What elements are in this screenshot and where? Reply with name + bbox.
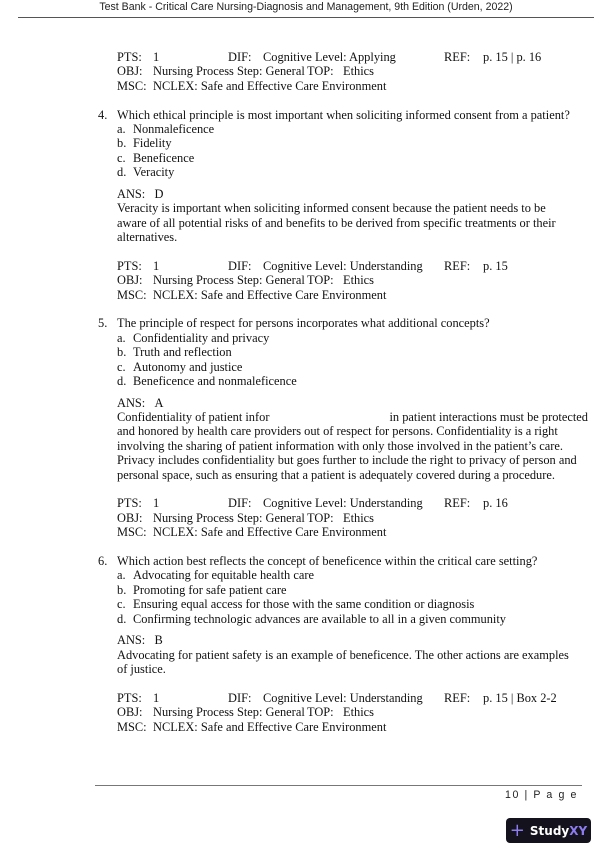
obj-value: Nursing Process Step: General bbox=[153, 273, 305, 288]
rationale-line: involving the sharing of patient information with only those involved in the patient’s care. bbox=[117, 438, 563, 453]
metadata-row-msc bbox=[117, 79, 588, 93]
answer-option bbox=[117, 165, 588, 179]
answer-option bbox=[117, 612, 588, 626]
question-item bbox=[98, 108, 588, 302]
question-text: Which action best reflects the concept of beneficence within the critical care setting? bbox=[117, 553, 538, 568]
answer-key bbox=[117, 396, 588, 410]
metadata-row-pts bbox=[117, 50, 588, 64]
obj-label: OBJ: bbox=[117, 273, 143, 288]
top-value: Ethics bbox=[343, 273, 374, 288]
msc-label: MSC: bbox=[117, 719, 147, 734]
ref-label: REF: bbox=[444, 496, 471, 511]
option-text: Confirming technologic advances are available to all in a given community bbox=[133, 611, 506, 626]
pts-value: 1 bbox=[153, 496, 160, 511]
option-letter: c. bbox=[117, 359, 126, 374]
metadata-row-obj bbox=[117, 705, 588, 719]
metadata-row-pts bbox=[117, 496, 588, 510]
ref-value: p. 15 | Box 2-2 bbox=[483, 690, 557, 705]
question-item bbox=[98, 316, 588, 539]
dif-label: DIF: bbox=[228, 496, 252, 511]
question-stem bbox=[98, 554, 588, 568]
rationale-line: aware of all potential risks of and benefits to be derived from specific treatments or their bbox=[117, 215, 556, 230]
question-number: 4. bbox=[98, 107, 108, 122]
answer-option bbox=[117, 374, 588, 388]
top-value: Ethics bbox=[343, 64, 374, 79]
dif-value: Cognitive Level: Understanding bbox=[263, 496, 423, 511]
answer-option bbox=[117, 345, 588, 359]
question-stem bbox=[98, 316, 588, 330]
msc-value: NCLEX: Safe and Effective Care Environment bbox=[153, 525, 387, 540]
answer-option bbox=[117, 360, 588, 374]
obj-label: OBJ: bbox=[117, 510, 143, 525]
answer-option bbox=[117, 597, 588, 611]
msc-label: MSC: bbox=[117, 525, 147, 540]
answer-label: ANS: bbox=[117, 395, 146, 410]
rationale-line: Advocating for patient safety is an example of beneficence. The other actions are examples bbox=[117, 647, 569, 662]
metadata-row-obj bbox=[117, 64, 588, 78]
option-text: Ensuring equal access for those with the same condition or diagnosis bbox=[133, 597, 475, 612]
answer-value: D bbox=[154, 186, 164, 201]
option-text: Truth and reflection bbox=[133, 345, 232, 360]
pts-value: 1 bbox=[153, 258, 160, 273]
answer-option bbox=[117, 331, 588, 345]
question-number: 5. bbox=[98, 316, 108, 331]
option-text: Autonomy and justice bbox=[133, 359, 243, 374]
msc-value: NCLEX: Safe and Effective Care Environment bbox=[153, 287, 387, 302]
metadata-row-obj bbox=[117, 273, 588, 287]
question-metadata bbox=[117, 50, 588, 93]
rationale-line: and honored by health care providers out of respect for persons. Confidentiality is a right bbox=[117, 424, 558, 439]
option-letter: b. bbox=[117, 582, 127, 597]
question-metadata bbox=[117, 691, 588, 734]
obj-label: OBJ: bbox=[117, 64, 143, 79]
top-label: TOP: bbox=[307, 64, 334, 79]
metadata-row-pts bbox=[117, 259, 588, 273]
logo-text: StudyXY bbox=[529, 823, 588, 838]
msc-value: NCLEX: Safe and Effective Care Environment bbox=[153, 719, 387, 734]
option-text: Beneficence bbox=[133, 150, 195, 165]
option-text: Nonmaleficence bbox=[133, 121, 215, 136]
answer-option bbox=[117, 122, 588, 136]
pts-label: PTS: bbox=[117, 690, 142, 705]
option-letter: d. bbox=[117, 611, 127, 626]
obj-value: Nursing Process Step: General bbox=[153, 64, 305, 79]
rationale-line: of justice. bbox=[117, 662, 166, 676]
top-label: TOP: bbox=[307, 705, 334, 720]
rationale-line bbox=[117, 410, 588, 424]
answer-label: ANS: bbox=[117, 186, 146, 201]
metadata-row-msc bbox=[117, 720, 588, 734]
option-letter: c. bbox=[117, 150, 126, 165]
pts-label: PTS: bbox=[117, 50, 142, 64]
question-stem bbox=[98, 108, 588, 122]
document-header: Test Bank - Critical Care Nursing-Diagnosis and Management, 9th Edition (Urden, 2022) bbox=[99, 1, 513, 13]
top-label: TOP: bbox=[307, 273, 334, 288]
rationale-line: Veracity is important when soliciting informed consent because the patient needs to be bbox=[117, 201, 546, 216]
dif-value: Cognitive Level: Understanding bbox=[263, 258, 423, 273]
answer-option bbox=[117, 583, 588, 597]
obj-value: Nursing Process Step: General bbox=[153, 705, 305, 720]
option-text: Beneficence and nonmaleficence bbox=[133, 373, 297, 388]
option-letter: a. bbox=[117, 121, 126, 136]
rationale-text: in patient interactions must be protected bbox=[389, 409, 588, 424]
option-letter: a. bbox=[117, 330, 126, 345]
footer-divider bbox=[95, 785, 582, 786]
option-letter: d. bbox=[117, 373, 127, 388]
question-number: 6. bbox=[98, 553, 108, 568]
option-letter: d. bbox=[117, 165, 127, 180]
option-text: Confidentiality and privacy bbox=[133, 330, 270, 345]
dif-label: DIF: bbox=[228, 690, 252, 705]
header-divider bbox=[18, 17, 594, 18]
dif-value: Cognitive Level: Applying bbox=[263, 50, 396, 64]
obj-label: OBJ: bbox=[117, 705, 143, 720]
metadata-row-msc bbox=[117, 525, 588, 539]
msc-label: MSC: bbox=[117, 287, 147, 302]
answer-label: ANS: bbox=[117, 633, 146, 648]
answer-option bbox=[117, 136, 588, 150]
answer-value: A bbox=[154, 395, 164, 410]
rationale-line: Privacy includes confidentiality but goes further to include the right to privacy of person and bbox=[117, 453, 577, 468]
metadata-row-obj bbox=[117, 511, 588, 525]
ref-label: REF: bbox=[444, 690, 471, 705]
ref-label: REF: bbox=[444, 258, 471, 273]
metadata-row-pts bbox=[117, 691, 588, 705]
question-text: The principle of respect for persons incorporates what additional concepts? bbox=[117, 316, 490, 331]
pts-label: PTS: bbox=[117, 496, 142, 511]
obj-value: Nursing Process Step: General bbox=[153, 510, 305, 525]
metadata-row-msc bbox=[117, 288, 588, 302]
top-value: Ethics bbox=[343, 705, 374, 720]
top-value: Ethics bbox=[343, 510, 374, 525]
question-metadata bbox=[117, 259, 588, 302]
option-text: Promoting for safe patient care bbox=[133, 582, 287, 597]
rationale-line: alternatives. bbox=[117, 230, 178, 244]
answer-option bbox=[117, 568, 588, 582]
dif-label: DIF: bbox=[228, 50, 252, 64]
dif-label: DIF: bbox=[228, 258, 252, 273]
pts-value: 1 bbox=[153, 690, 160, 705]
rationale-line: personal space, such as ensuring that a patient is adequately covered during a procedure. bbox=[117, 467, 555, 482]
option-letter: a. bbox=[117, 568, 126, 583]
page-number: 10 | P a g e bbox=[504, 789, 578, 801]
question-metadata bbox=[117, 496, 588, 539]
option-text: Veracity bbox=[133, 165, 175, 180]
msc-value: NCLEX: Safe and Effective Care Environment bbox=[153, 78, 387, 93]
pts-value: 1 bbox=[153, 50, 160, 64]
answer-key bbox=[117, 187, 588, 201]
ref-value: p. 15 | p. 16 bbox=[483, 50, 542, 64]
dif-value: Cognitive Level: Understanding bbox=[263, 690, 423, 705]
document-body bbox=[98, 50, 588, 734]
question-item bbox=[98, 554, 588, 734]
ref-value: p. 16 bbox=[483, 496, 508, 511]
answer-value: B bbox=[154, 633, 163, 648]
answer-key bbox=[117, 633, 588, 647]
option-text: Advocating for equitable health care bbox=[133, 568, 314, 583]
pts-label: PTS: bbox=[117, 258, 142, 273]
answer-option bbox=[117, 151, 588, 165]
option-letter: b. bbox=[117, 136, 127, 151]
top-label: TOP: bbox=[307, 510, 334, 525]
msc-label: MSC: bbox=[117, 78, 147, 93]
option-letter: b. bbox=[117, 345, 127, 360]
option-letter: c. bbox=[117, 597, 126, 612]
option-text: Fidelity bbox=[133, 136, 172, 151]
question-text: Which ethical principle is most important when soliciting informed consent from a patient? bbox=[117, 107, 570, 122]
rationale-text: Confidentiality of patient infor bbox=[117, 409, 270, 424]
plus-icon: + bbox=[509, 820, 525, 841]
studyxy-logo[interactable] bbox=[506, 818, 591, 843]
ref-label: REF: bbox=[444, 50, 471, 64]
ref-value: p. 15 bbox=[483, 258, 508, 273]
